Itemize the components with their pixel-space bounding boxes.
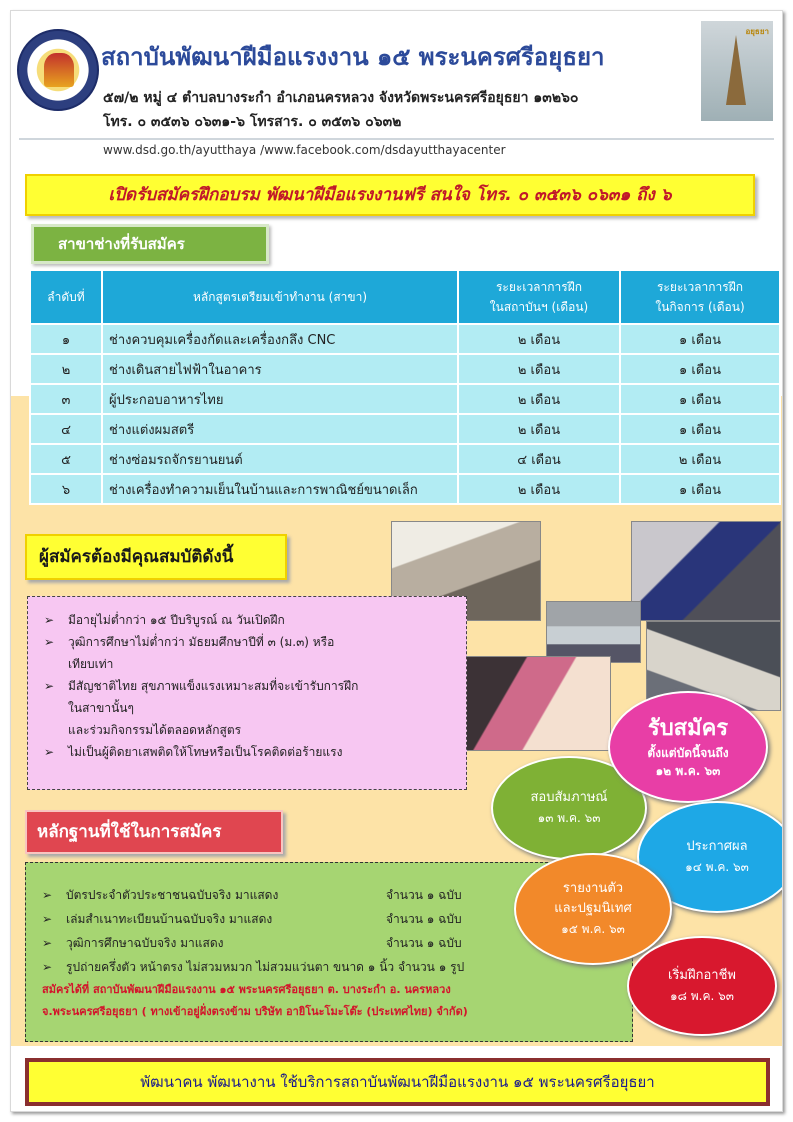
arrow-bullet-icon: ➢ <box>42 888 53 902</box>
footer-banner <box>25 1058 770 1106</box>
qualifications-heading: ผู้สมัครต้องมีคุณสมบัติดังนี้ <box>25 534 287 580</box>
announcement-banner: เปิดรับสมัครฝึกอบรม พัฒนาฝีมือแรงงานฟรี สนใจ โทร. ๐ ๓๕๓๖ ๐๖๓๑ ถึง ๖ <box>25 174 755 216</box>
start-circle: เริ่มฝึกอาชีพ ๑๘ พ.ค. ๖๓ <box>627 936 777 1036</box>
list-item: ➢ วุฒิการศึกษาฉบับจริง มาแสดง จำนวน ๑ ฉบับ <box>42 931 622 955</box>
documents-heading: หลักฐานที่ใช้ในการสมัคร <box>25 810 283 854</box>
arrow-bullet-icon: ➢ <box>42 936 53 950</box>
footer-slogan: พัฒนาคน พัฒนางาน ใช้บริการสถาบันพัฒนาฝีมือแรงงาน ๑๕ พระนครศรีอยุธยา <box>29 1062 766 1102</box>
training-photo-motorcycle <box>631 521 781 621</box>
dsd-logo <box>17 29 99 111</box>
list-item: ➢ มีอายุไม่ต่ำกว่า ๑๕ ปีบริบูรณ์ ณ วันเปิดฝึก <box>44 609 452 631</box>
col-biz: ระยะเวลาการฝึก ในกิจการ (เดือน) <box>620 270 780 324</box>
temple-spire-icon <box>726 35 746 105</box>
flyer-page <box>10 10 783 1112</box>
apply-location-line2: จ.พระนครศรีอยุธยา ( ทางเข้าอยู่ฝั่งตรงข้าม บริษัท อายิโนะโมะโต๊ะ (ประเทศไทย) จำกัด) <box>42 1005 468 1018</box>
list-item: ➢ เล่มสำเนาทะเบียนบ้านฉบับจริง มาแสดง จำนวน ๑ ฉบับ <box>42 907 622 931</box>
list-item: ➢ รูปถ่ายครึ่งตัว หน้าตรง ไม่สวมหมวก ไม่สวมแว่นตา ขนาด ๑ นิ้ว จำนวน ๑ รูป <box>42 955 622 979</box>
table-row: ๒ ช่างเดินสายไฟฟ้าในอาคาร ๒ เดือน ๑ เดือน <box>30 354 780 384</box>
list-item: ➢ มีสัญชาติไทย สุขภาพแข็งแรงเหมาะสมที่จะเข้ารับการฝึก <box>44 675 452 697</box>
header-divider <box>19 138 774 140</box>
institute-web: www.dsd.go.th/ayutthaya /www.facebook.com/dsdayutthayacenter <box>103 143 506 157</box>
training-photo-workshop <box>546 601 641 663</box>
temple-photo <box>701 21 773 121</box>
report-circle: รายงานตัว และปฐมนิเทศ ๑๕ พ.ค. ๖๓ <box>514 853 672 965</box>
col-inst: ระยะเวลาการฝึก ในสถาบันฯ (เดือน) <box>458 270 620 324</box>
arrow-bullet-icon: ➢ <box>42 960 53 974</box>
institute-title: สถาบันพัฒนาฝีมือแรงงาน ๑๕ พระนครศรีอยุธยา <box>101 42 605 71</box>
table-row: ๔ ช่างแต่งผมสตรี ๒ เดือน ๑ เดือน <box>30 414 780 444</box>
institute-address: ๕๗/๒ หมู่ ๔ ตำบลบางระกำ อำเภอนครหลวง จังหวัดพระนครศรีอยุธยา ๑๓๒๖๐ <box>103 90 579 106</box>
announce-circle: ประกาศผล ๑๔ พ.ค. ๖๓ <box>637 801 783 913</box>
arrow-bullet-icon: ➢ <box>44 613 55 627</box>
branches-tab: สาขาช่างที่รับสมัคร <box>31 224 269 264</box>
training-photo-hairdressing <box>466 656 611 751</box>
table-row: ๑ ช่างควบคุมเครื่องกัดและเครื่องกลึง CNC ๒ เดือน ๑ เดือน <box>30 324 780 354</box>
temple-label: อยุธยา <box>745 27 769 36</box>
list-item: ➢ บัตรประจำตัวประชาชนฉบับจริง มาแสดง จำนวน ๑ ฉบับ <box>42 883 622 907</box>
table-row: ๓ ผู้ประกอบอาหารไทย ๒ เดือน ๑ เดือน <box>30 384 780 414</box>
institute-phone: โทร. ๐ ๓๕๓๖ ๐๖๓๑-๖ โทรสาร. ๐ ๓๕๓๖ ๐๖๓๒ <box>103 114 402 130</box>
courses-table <box>29 269 781 505</box>
apply-location-line1: สมัครได้ที่ สถาบันพัฒนาฝีมือแรงงาน ๑๕ พระนครศรีอยุธยา ต. บางระกำ อ. นครหลวง <box>42 983 451 996</box>
table-row: ๕ ช่างซ่อมรถจักรยานยนต์ ๔ เดือน ๒ เดือน <box>30 444 780 474</box>
col-course: หลักสูตรเตรียมเข้าทำงาน (สาขา) <box>102 270 458 324</box>
col-no: ลำดับที่ <box>30 270 102 324</box>
qualifications-list: ➢ มีอายุไม่ต่ำกว่า ๑๕ ปีบริบูรณ์ ณ วันเปิดฝึก ➢ วุฒิการศึกษาไม่ต่ำกว่า มัธยมศึกษาปีที่ ๓ (ม.๓) หรือ เทียบเท่า ➢ มีสัญชาติไทย สุขภาพแข็งแรงเหมาะสมที่จะเข้ารับการฝึก ในสาขานั้นๆ และร่วมกิจกรรมได้ตลอดหลักสูตร ➢ ไม่เป็นผู้ติดยาเสพติดให้โทษหรือเป็นโรคติดต่อร้ายแรง <box>27 596 467 790</box>
table-row: ๖ ช่างเครื่องทำความเย็นในบ้านและการพาณิชย์ขนาดเล็ก ๒ เดือน ๑ เดือน <box>30 474 780 504</box>
list-item: ➢ ไม่เป็นผู้ติดยาเสพติดให้โทษหรือเป็นโรคติดต่อร้ายแรง <box>44 741 452 763</box>
table-header-row <box>30 270 780 324</box>
arrow-bullet-icon: ➢ <box>44 635 55 649</box>
arrow-bullet-icon: ➢ <box>44 745 55 759</box>
apply-circle: รับสมัคร ตั้งแต่บัดนี้จนถึง ๑๒ พ.ค. ๖๓ <box>608 691 768 803</box>
arrow-bullet-icon: ➢ <box>42 912 53 926</box>
logo-emblem-icon <box>44 53 74 87</box>
arrow-bullet-icon: ➢ <box>44 679 55 693</box>
interview-circle: สอบสัมภาษณ์ ๑๓ พ.ค. ๖๓ <box>491 756 647 860</box>
list-item: ➢ วุฒิการศึกษาไม่ต่ำกว่า มัธยมศึกษาปีที่ ๓ (ม.๓) หรือ <box>44 631 452 653</box>
